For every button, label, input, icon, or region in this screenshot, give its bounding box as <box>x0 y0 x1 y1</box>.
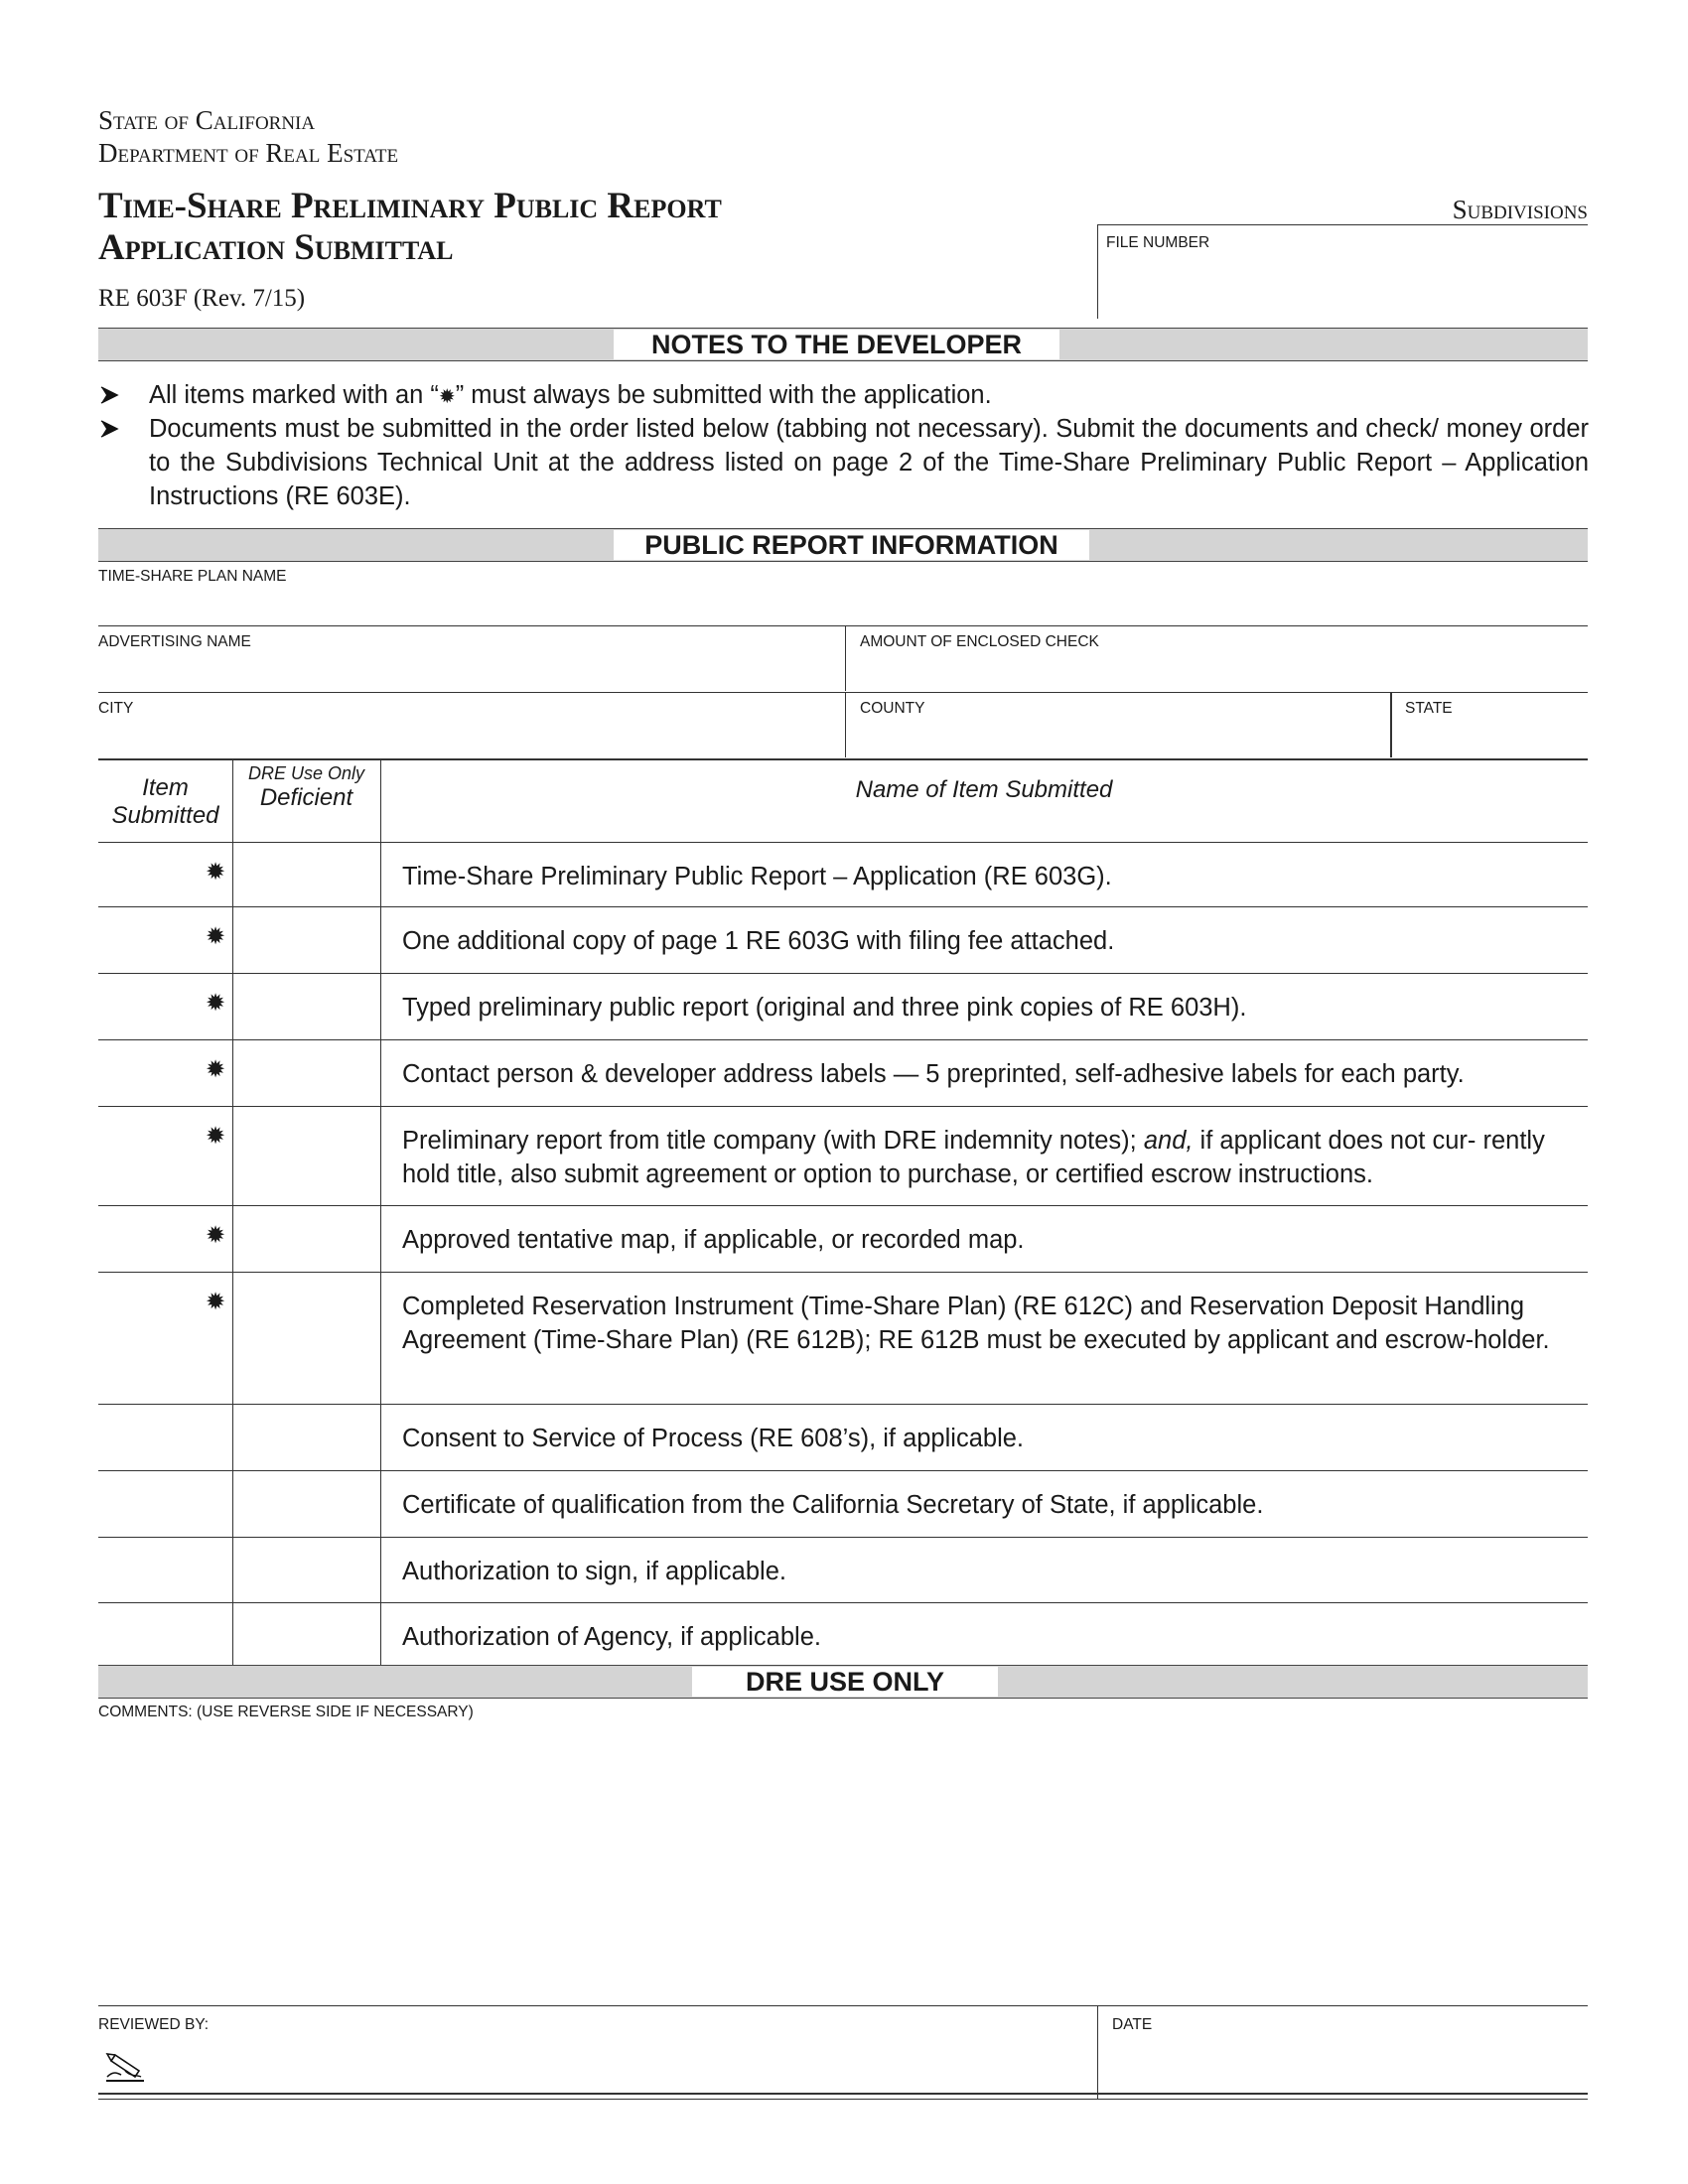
item-name-text: One additional copy of page 1 RE 603G with filing fee attached. <box>402 927 1115 955</box>
plan-name-input[interactable] <box>98 588 1588 623</box>
item-submitted-cell[interactable] <box>198 925 233 949</box>
asterisk-star-icon: ✹ <box>205 1056 226 1083</box>
county-divider <box>1390 692 1392 757</box>
item-submitted-cell[interactable] <box>198 1224 233 1248</box>
col-head-item-name: Name of Item Submitted <box>855 776 1113 803</box>
dre-use-heading-band <box>98 1665 1588 1699</box>
review-top-rule <box>98 2005 1588 2006</box>
item-name-text: Authorization to sign, if applicable. <box>402 1558 786 1585</box>
table-row <box>98 1272 1588 1405</box>
item-name-text: Completed Reservation Instrument (Time-Share Plan) (RE 612C) and Reservation Deposit Handling Agreement (Time-Share Plan) (RE 612B); RE 612B must be executed by applicant and escrow-holder. <box>402 1293 1550 1354</box>
signature-pen-icon <box>103 2051 147 2090</box>
report-info-heading: PUBLIC REPORT INFORMATION <box>614 530 1089 560</box>
asterisk-star-icon: ✹ <box>205 859 226 886</box>
arrowhead-bullet-icon <box>98 412 120 455</box>
division-label: Subdivisions <box>1452 195 1588 224</box>
advertising-rule <box>98 692 1588 693</box>
city-rule <box>98 758 1588 760</box>
file-number-left-rule <box>1097 224 1098 319</box>
advertising-divider <box>845 625 846 691</box>
asterisk-star-icon: ✹ <box>205 923 226 950</box>
comments-label: COMMENTS: (USE REVERSE SIDE IF NECESSARY) <box>98 1704 474 1720</box>
deficient-cell[interactable] <box>234 1407 379 1469</box>
form-title-line1: Time-Share Preliminary Public Report <box>98 186 722 226</box>
dre-use-heading: DRE USE ONLY <box>692 1667 998 1697</box>
asterisk-star-icon: ✹ <box>205 1123 226 1150</box>
col-head-dre-deficient: DRE Use Only Deficient <box>247 763 365 811</box>
deficient-cell[interactable] <box>234 1540 379 1601</box>
review-divider <box>1097 2005 1098 2099</box>
item-submitted-cell[interactable] <box>198 992 233 1016</box>
deficient-cell[interactable] <box>234 909 379 972</box>
date-label: DATE <box>1112 2016 1153 2033</box>
amount-label: AMOUNT OF ENCLOSED CHECK <box>860 633 1099 650</box>
deficient-cell[interactable] <box>234 1605 379 1664</box>
table-row <box>98 973 1588 1040</box>
plan-name-label: TIME-SHARE PLAN NAME <box>98 568 287 585</box>
plan-name-rule <box>98 625 1588 626</box>
item-name-text: Contact person & developer address labels — 5 preprinted, self-adhesive labels for each party. <box>402 1060 1465 1088</box>
item-name-text: Certificate of qualification from the California Secretary of State, if applicable. <box>402 1491 1264 1519</box>
deficient-cell[interactable] <box>234 1042 379 1105</box>
note-1-text: All items marked with an “✹” must always be submitted with the application. <box>149 381 992 409</box>
reviewed-by-input[interactable] <box>149 2040 1082 2095</box>
notes-heading-band <box>98 328 1588 361</box>
date-input[interactable] <box>1102 2040 1587 2095</box>
file-number-label: FILE NUMBER <box>1106 234 1210 251</box>
note-item-1 <box>98 378 1588 412</box>
department-name: Department of Real Estate <box>98 138 399 168</box>
table-row <box>98 1470 1588 1538</box>
note-item-2 <box>98 412 1588 513</box>
deficient-cell[interactable] <box>234 976 379 1038</box>
notes-heading: NOTES TO THE DEVELOPER <box>614 330 1059 359</box>
asterisk-star-icon: ✹ <box>205 1289 226 1315</box>
file-number-top-rule <box>1097 224 1588 225</box>
form-number: RE 603F (Rev. 7/15) <box>98 285 306 312</box>
report-info-heading-band <box>98 528 1588 562</box>
form-title-line2: Application Submittal <box>98 227 454 268</box>
city-input[interactable] <box>98 720 843 755</box>
city-divider <box>845 692 846 757</box>
item-submitted-cell[interactable] <box>198 1291 233 1314</box>
state-input[interactable] <box>1394 720 1587 755</box>
bottom-rule-1 <box>98 2093 1588 2095</box>
item-name-text: Preliminary report from title company (with DRE indemnity notes); and, if applicant does not cur- rently hold title, also submit agreement or option to purchase, or certified escrow instructions. <box>402 1127 1545 1188</box>
reviewed-by-label: REVIEWED BY: <box>98 2016 210 2033</box>
asterisk-star-icon: ✹ <box>205 990 226 1017</box>
table-row <box>98 1106 1588 1206</box>
table-row <box>98 1404 1588 1471</box>
deficient-cell[interactable] <box>234 1208 379 1271</box>
deficient-cell[interactable] <box>234 1473 379 1536</box>
item-submitted-cell[interactable] <box>198 1125 233 1149</box>
table-row <box>98 906 1588 974</box>
amount-input[interactable] <box>848 653 1587 689</box>
table-row <box>98 842 1588 907</box>
deficient-cell[interactable] <box>234 1275 379 1403</box>
asterisk-star-icon: ✹ <box>205 1222 226 1249</box>
advertising-name-label: ADVERTISING NAME <box>98 633 251 650</box>
state-name: State of California <box>98 105 316 135</box>
item-name-text: Time-Share Preliminary Public Report – Application (RE 603G). <box>402 863 1112 890</box>
asterisk-star-icon: ✹ <box>438 386 456 408</box>
city-label: CITY <box>98 700 134 717</box>
item-name-text: Authorization of Agency, if applicable. <box>402 1623 821 1651</box>
bottom-rule-2 <box>98 2099 1588 2100</box>
file-number-input[interactable] <box>1100 256 1587 316</box>
table-row <box>98 1039 1588 1107</box>
item-name-text: Approved tentative map, if applicable, or recorded map. <box>402 1226 1025 1254</box>
deficient-cell[interactable] <box>234 845 379 905</box>
county-input[interactable] <box>848 720 1389 755</box>
item-name-text: Typed preliminary public report (original and three pink copies of RE 603H). <box>402 994 1247 1022</box>
item-submitted-cell[interactable] <box>198 1058 233 1082</box>
item-submitted-cell[interactable] <box>198 861 233 885</box>
item-name-text: Consent to Service of Process (RE 608’s), if applicable. <box>402 1425 1024 1452</box>
col-head-item-submitted: Item Submitted <box>111 774 219 829</box>
table-row <box>98 1205 1588 1273</box>
state-label: STATE <box>1405 700 1453 717</box>
county-label: COUNTY <box>860 700 925 717</box>
table-row <box>98 1537 1588 1603</box>
comments-input[interactable] <box>98 1725 1588 1993</box>
table-row <box>98 1602 1588 1666</box>
note-2-text: Documents must be submitted in the order listed below (tabbing not necessary). Submit the documents and check/ money order to the Subdivisions Technical Unit at the address listed on page 2 of the Time-Share Preliminary Public Report – Application Instructions (RE 603E). <box>149 415 1589 510</box>
advertising-name-input[interactable] <box>98 653 843 689</box>
deficient-cell[interactable] <box>234 1109 379 1204</box>
